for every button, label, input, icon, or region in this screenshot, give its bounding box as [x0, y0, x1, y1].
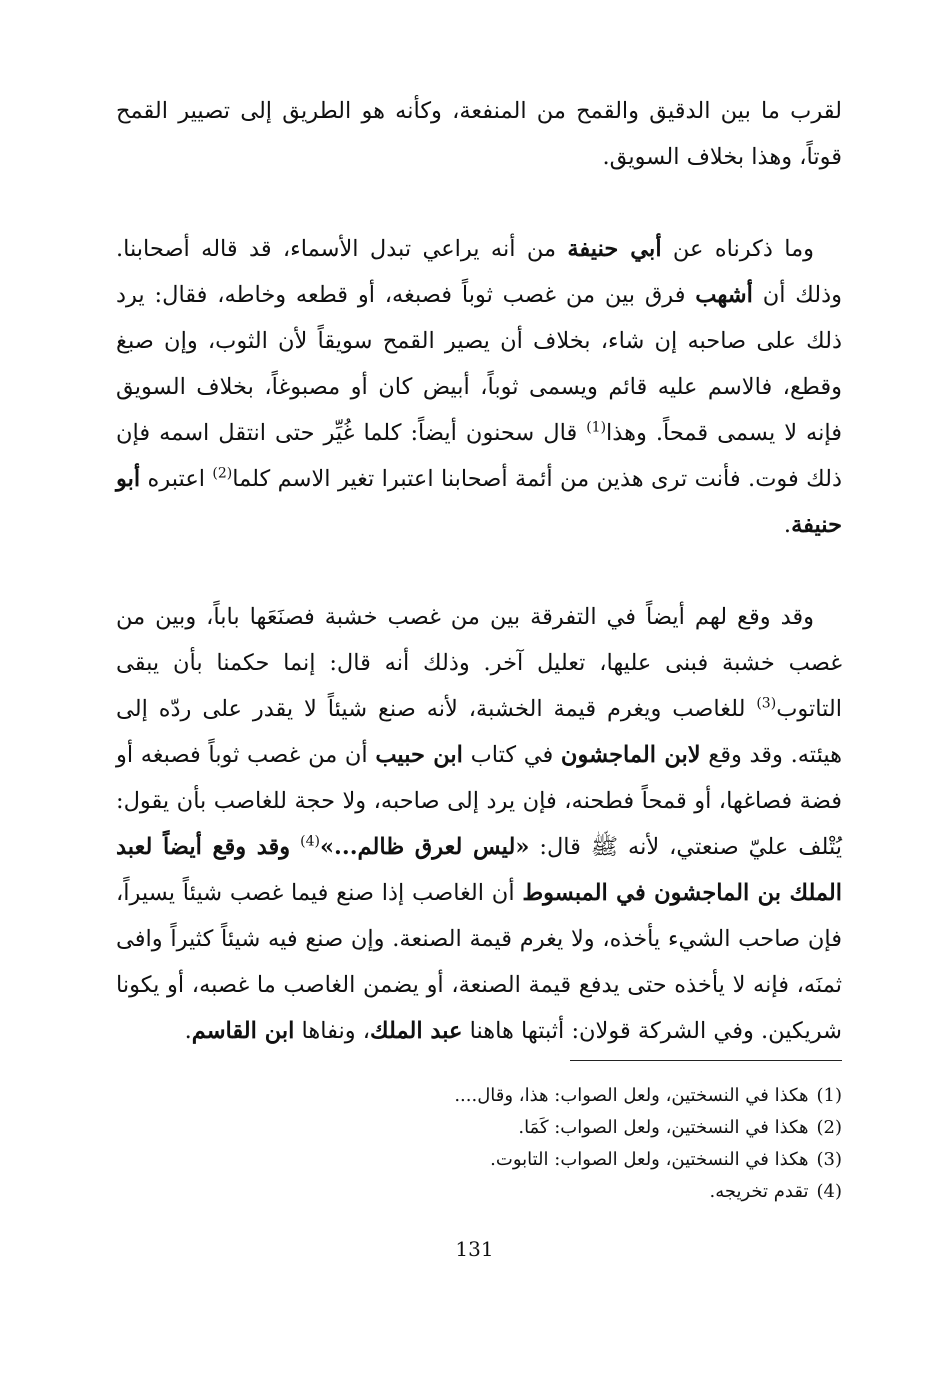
text: وما ذكرناه عن	[672, 236, 814, 262]
bold-name: أبي حنيفة	[567, 236, 662, 262]
footnote-number: (2)	[816, 1117, 842, 1138]
text: .	[783, 512, 792, 538]
bold-name: عبد الملك	[370, 1018, 463, 1044]
footnote-ref-1[interactable]: (1)	[586, 419, 607, 436]
footnote-number: (4)	[816, 1181, 842, 1202]
text: أن الغاصب إذا صنع فيما غصب شيئاً يسيراً، فإن صاحب الشيء يأخذه، ولا يغرم قيمة الصنعة. وإن صنع فيه شيئاً كثيراً وافى ثمنَه، فإنه لا يأخذه حتى يدفع قيمة الصنعة، أو يضمن الغاصب ما غصبه، أو يكونا شريكين. وفي الشركة قولان: أثبتها هاهنا	[116, 880, 842, 1044]
text: ، ونفاها	[301, 1018, 371, 1044]
footnote-number: (3)	[816, 1149, 842, 1170]
page-body	[116, 88, 842, 1054]
footnote-ref-2[interactable]: (2)	[212, 465, 233, 482]
text: اعتبره	[147, 466, 205, 492]
footnote-text: تقدم تخريجه.	[709, 1181, 809, 1202]
text: في كتاب	[470, 742, 554, 768]
text: .	[184, 1018, 192, 1044]
footnote-1	[116, 1080, 842, 1112]
footnote-ref-3[interactable]: (3)	[756, 695, 777, 712]
bold-name: أشهب	[695, 282, 753, 308]
bold-quote: «ليس لعرق ظالم...»	[319, 834, 530, 860]
paragraph-3	[116, 594, 842, 1054]
paragraph-2	[116, 226, 842, 548]
text: وقد وقع لهم أيضاً في التفرقة بين من غصب خشبة فصنَعَها باباً، وبين من غصب خشبة فبنى عليها، تعليل آخر. وذلك أنه قال: إنما حكمنا بأن يبقى التاتوب	[116, 604, 843, 722]
footnote-3	[116, 1144, 842, 1176]
bold-name: أبو حنيفة	[116, 466, 842, 538]
footnotes	[116, 1080, 842, 1208]
footnote-ref-4[interactable]: (4)	[300, 833, 320, 850]
footnote-text: هكذا في النسختين، ولعل الصواب: كَمَا.	[518, 1117, 809, 1138]
footnote-text: هكذا في النسختين، ولعل الصواب: هذا، وقال....	[454, 1085, 809, 1106]
text: قال سحنون أيضاً: كلما غُيِّر حتى انتقل اسمه فإن ذلك فوت. فأنت ترى هذين من أئمة أصحابنا اعتبرا تغير الاسم كلما	[116, 420, 842, 492]
footnote-4	[116, 1176, 842, 1208]
footnote-2	[116, 1112, 842, 1144]
text: من أنه يراعي تبدل الأسماء، قد قاله أصحابنا. وذلك أن	[116, 236, 842, 308]
text: أن من غصب ثوباً فصبغه أو فضة فصاغها، أو قمحاً فطحنه، فإن يرد إلى صاحبه، ولا حجة للغاصب بأن يقول: يُتْلف عليّ صنعتي، لأنه ﷺ قال:	[116, 742, 843, 860]
bold-name: ابن القاسم	[191, 1018, 295, 1044]
text: فرق بين من غصب ثوباً فصبغه، أو قطعه وخاطه، فقال: يرد ذلك على صاحبه إن شاء، بخلاف أن يصير القمح سويقاً لأن الثوب، وإن صبغ وقطع، فالاسم عليه قائم ويسمى ثوباً، أبيض كان أو مصبوغاً، بخلاف السويق فإنه لا يسمى قمحاً. وهذا	[116, 282, 842, 446]
text: للغاصب ويغرم قيمة الخشبة، لأنه صنع شيئاً لا يقدر على ردّه إلى هيئته. وقد وقع	[116, 696, 843, 768]
footnote-text: هكذا في النسختين، ولعل الصواب: التابوت.	[490, 1149, 809, 1170]
footnote-divider	[570, 1060, 842, 1061]
bold-name: لابن الماجشون	[560, 742, 701, 768]
footnote-number: (1)	[816, 1085, 842, 1106]
bold-name: ابن حبيب	[375, 742, 463, 768]
paragraph-1: لقرب ما بين الدقيق والقمح من المنفعة، وكأنه هو الطريق إلى تصيير القمح قوتاً، وهذا بخلاف السويق.	[116, 98, 842, 170]
bold-text: وقد وقع أيضاً لعبد الملك بن الماجشون في المبسوط	[116, 834, 843, 906]
page-number: 131	[455, 1237, 494, 1261]
